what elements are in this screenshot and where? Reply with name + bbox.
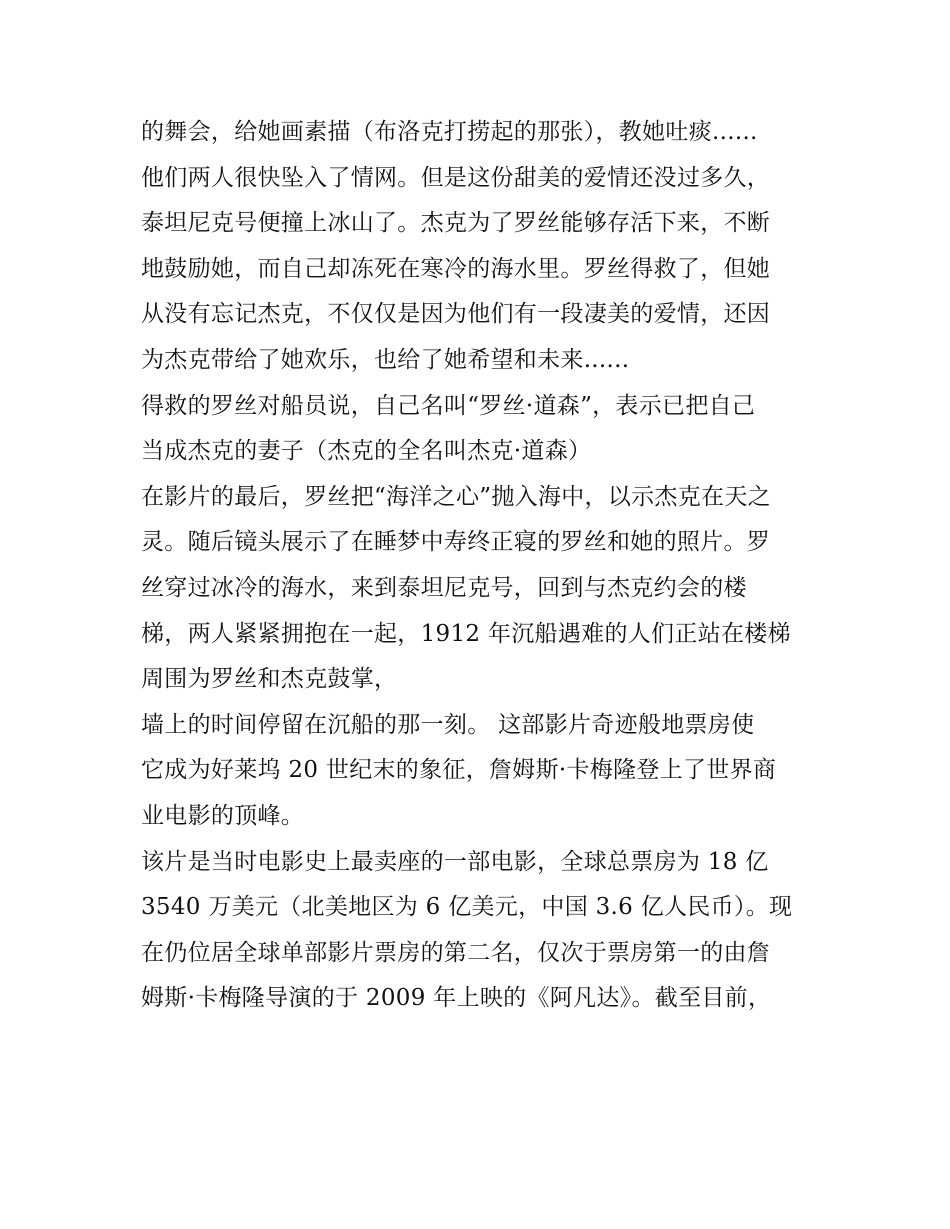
text-line: 泰坦尼克号便撞上冰山了。杰克为了罗丝能够存活下来，不断: [141, 210, 771, 237]
text-line: 姆斯·卡梅隆导演的于 2009 年上映的《阿凡达》。截至目前，: [141, 985, 772, 1012]
text-line: 墙上的时间停留在沉船的那一刻。 这部影片奇迹般地票房使: [141, 711, 755, 738]
text-line: 在影片的最后，罗丝把“海洋之心”抛入海中，以示杰克在天之: [141, 483, 771, 510]
text-line: 他们两人很快坠入了情网。但是这份甜美的爱情还没过多久，: [141, 164, 771, 191]
text-line: 3540 万美元（北美地区为 6 亿美元，中国 3.6 亿人民币）。现: [141, 894, 793, 921]
body-text: [141, 110, 841, 1022]
text-line: 梯，两人紧紧拥抱在一起，1912 年沉船遇难的人们正站在楼梯: [141, 620, 791, 647]
text-line: 地鼓励她，而自己却冻死在寒冷的海水里。罗丝得救了，但她: [141, 255, 771, 282]
text-line: 它成为好莱坞 20 世纪末的象征，詹姆斯·卡梅隆登上了世界商: [141, 757, 777, 784]
text-line: 业电影的顶峰。: [141, 802, 305, 829]
text-line: 当成杰克的妻子（杰克的全名叫杰克·道森）: [141, 438, 592, 465]
text-line: 为杰克带给了她欢乐，也给了她希望和未来......: [141, 346, 630, 373]
text-line: 的舞会，给她画素描（布洛克打捞起的那张），教她吐痰......: [141, 119, 758, 145]
text-line: 该片是当时电影史上最卖座的一部电影，全球总票房为 18 亿: [141, 848, 769, 875]
text-line: 灵。随后镜头展示了在睡梦中寿终正寝的罗丝和她的照片。罗: [141, 529, 771, 556]
text-line: 得救的罗丝对船员说，自己名叫“罗丝·道森”，表示已把自己: [141, 392, 756, 419]
text-line: 从没有忘记杰克，不仅仅是因为他们有一段凄美的爱情，还因: [141, 301, 771, 328]
text-line: 丝穿过冰冷的海水，来到泰坦尼克号，回到与杰克约会的楼: [141, 574, 747, 601]
text-line: 在仍位居全球单部影片票房的第二名，仅次于票房第一的由詹: [141, 939, 771, 966]
text-line: 周围为罗丝和杰克鼓掌，: [141, 666, 398, 693]
